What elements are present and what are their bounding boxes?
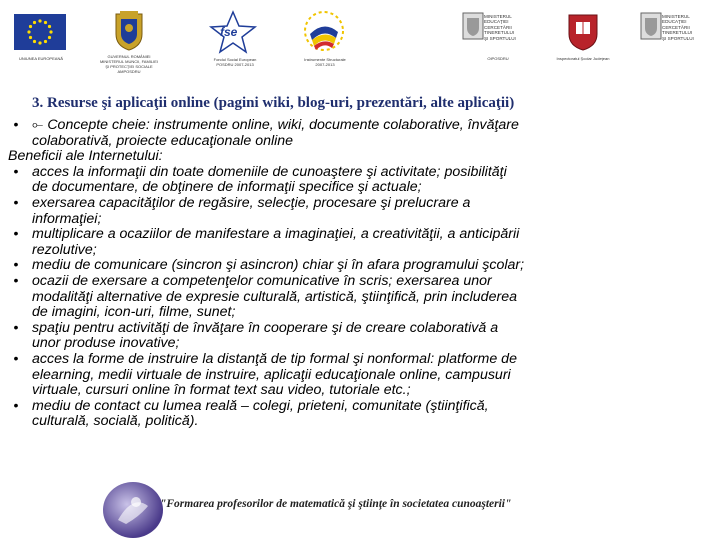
gov-caption: GUVERNUL ROMÂNIEI MINISTERUL MUNCII, FAMILIEI ŞI PROTECŢIEI SOCIALE AMPOSDRU (99, 54, 159, 74)
bullet: • (13, 194, 19, 211)
benefit-item (6, 258, 718, 274)
bullet: • (13, 397, 19, 414)
benefit-text: mediu de contact cu lumea reală – colegi, prieteni, comunitate (ştiinţifică, (32, 397, 489, 414)
ministry-crest-icon (462, 12, 484, 45)
concepts-row (6, 118, 718, 149)
bullet: • (13, 117, 19, 133)
ministry-text: MINISTERUL EDUCAŢIEI CERCETĂRII TINERETULUI ŞI SPORTULUI (484, 14, 516, 41)
benefit-text: ocazii de exersare a competenţelor comunicative în scris; exersarea unor (32, 272, 492, 289)
slide-title: 3. Resurse şi aplicaţii online (pagini wiki, blog-uri, prezentări, alte aplicaţii) (32, 95, 515, 111)
ministry-text-2: MINISTERUL EDUCAŢIEI CERCETĂRII TINERETULUI ŞI SPORTULUI (662, 14, 694, 41)
fse-text: fse (220, 25, 238, 39)
bullet: • (13, 226, 19, 243)
benefit-item (6, 165, 718, 196)
structural-instruments-icon (296, 8, 352, 59)
logo-bar (0, 0, 720, 88)
benefit-text: virtuale, cursuri online în format text sau video, tutoriale etc.; (32, 382, 411, 399)
coat-of-arms-icon (112, 10, 146, 57)
benefit-text: exersarea capacităţilor de regăsire, selecţie, procesare şi prelucrare a (32, 194, 471, 211)
oiposdru-caption: OIPOSDRU (487, 56, 509, 61)
benefit-item (6, 352, 718, 399)
benefit-text: culturală, socială, politică). (32, 413, 199, 430)
eu-flag-icon (14, 14, 66, 50)
bullet: • (13, 319, 19, 336)
arrow-icon: ⟜ (32, 117, 44, 133)
bullet: • (13, 163, 19, 180)
project-logo-icon (100, 476, 166, 540)
benefit-text: mediu de comunicare (sincron şi asincron) chiar şi în afara programului şcolar; (32, 257, 525, 274)
benefit-text: de documentare, de obţinere de informaţii specifice şi actuale; (32, 179, 422, 196)
benefit-item (6, 274, 718, 321)
benefit-item (6, 321, 718, 352)
benefits-heading: Beneficii ale Internetului: (8, 148, 163, 165)
benefit-text: elearning, medii virtuale de instruire, aplicaţii educaţionale online, campusuri (32, 366, 511, 383)
benefit-item (6, 196, 718, 227)
inspectorate-caption: Inspectoratul Şcolar Judeţean (556, 56, 610, 61)
bullet: • (13, 350, 19, 367)
benefit-text: rezolutive; (32, 241, 97, 258)
benefits-list (6, 165, 718, 430)
eu-caption: UNIUNEA EUROPEANĂ (18, 56, 63, 61)
concepts-text-cont: colaborativă, proiecte educaţionale online (32, 132, 294, 149)
benefit-text: unor produse inovative; (32, 335, 180, 352)
fse-caption: Fondul Social European POSDRU 2007-2013 (213, 57, 257, 67)
benefit-text: multiplicare a ocaziilor de manifestare a imaginaţiei, a creativităţii, a anticipării (32, 226, 520, 243)
university-crest-icon (566, 12, 600, 57)
benefit-text: de imagini, icon-uri, filme, sunet; (32, 304, 236, 321)
benefit-text: acces la forme de instruire la distanţă de tip formal şi nonformal: platforme de (32, 350, 517, 367)
bullet: • (13, 257, 19, 274)
structural-instruments-caption: Instrumente Structurale 2007-2013 (304, 57, 346, 67)
benefit-text: acces la informaţii din toate domeniile de cunoaştere şi activitate; posibilităţi (32, 163, 507, 180)
footer-caption: "Formarea profesorilor de matematică şi ştiinţe în societatea cunoaşterii" (160, 498, 512, 510)
benefit-text: modalităţi alternative de expresie culturală, artistică, ştiinţifică, prin includerea (32, 288, 517, 305)
benefit-text: informaţiei; (32, 210, 102, 227)
benefit-item (6, 399, 718, 430)
slide-content (6, 118, 718, 430)
benefit-item (6, 227, 718, 258)
bullet: • (13, 272, 19, 289)
ministry-crest-icon-2 (640, 12, 662, 45)
concepts-text: Concepte cheie: instrumente online, wiki, documente colaborative, învăţare (47, 117, 519, 133)
benefit-text: spaţiu pentru activităţi de învăţare în cooperare şi de creare colaborativă a (32, 319, 499, 336)
